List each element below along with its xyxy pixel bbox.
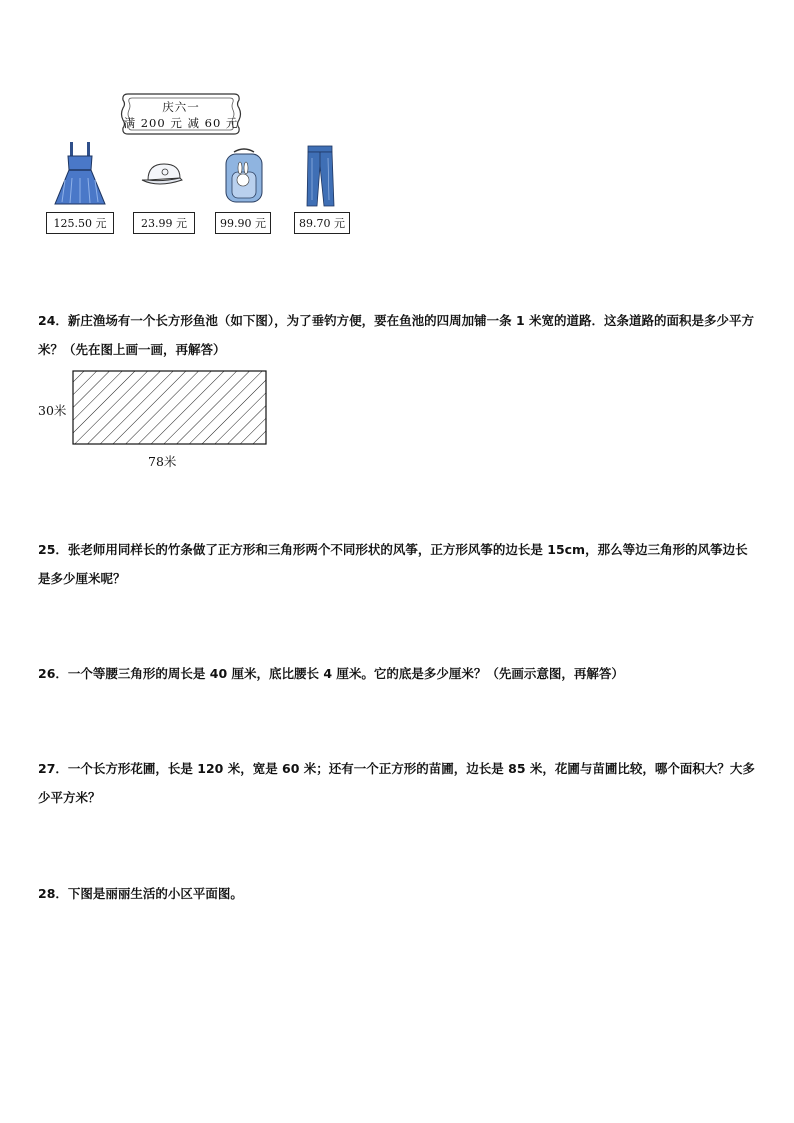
promo-discount: 满 200 元 减 60 元 xyxy=(123,116,239,130)
pond-width-label: 78米 xyxy=(148,454,177,469)
price-tag-backpack: 99.90 元 xyxy=(215,212,271,234)
cap-icon xyxy=(138,160,188,190)
fish-pond-diagram xyxy=(72,370,268,446)
price-tag-dress: 125.50 元 xyxy=(46,212,114,234)
question-26: 26．一个等腰三角形的周长是 40 厘米，底比腰长 4 厘米。它的底是多少厘米？（先画示意图，再解答） xyxy=(38,666,624,681)
jeans-icon xyxy=(304,144,338,208)
price-tag-jeans: 89.70 元 xyxy=(294,212,350,234)
question-25: 25．张老师用同样长的竹条做了正方形和三角形两个不同形状的风筝，正方形风筝的边长是 15cm，那么等边三角形的风筝边长是多少厘米呢？ xyxy=(38,542,748,586)
promo-title: 庆六一 xyxy=(162,100,200,114)
promo-sign xyxy=(120,88,242,140)
question-27: 27．一个长方形花圃，长是 120 米，宽是 60 米；还有一个正方形的苗圃，边长是 85 米，花圃与苗圃比较，哪个面积大？大多少平方米？ xyxy=(38,761,755,805)
question-24: 24．新庄渔场有一个长方形鱼池（如下图），为了垂钓方便，要在鱼池的四周加铺一条 1 米宽的道路．这条道路的面积是多少平方米？（先在图上画一画，再解答） xyxy=(38,313,755,357)
backpack-icon xyxy=(220,148,268,206)
dress-icon xyxy=(50,140,110,208)
question-28: 28．下图是丽丽生活的小区平面图。 xyxy=(38,886,243,901)
pond-height-label: 30米 xyxy=(38,403,67,418)
price-tag-cap: 23.99 元 xyxy=(133,212,195,234)
